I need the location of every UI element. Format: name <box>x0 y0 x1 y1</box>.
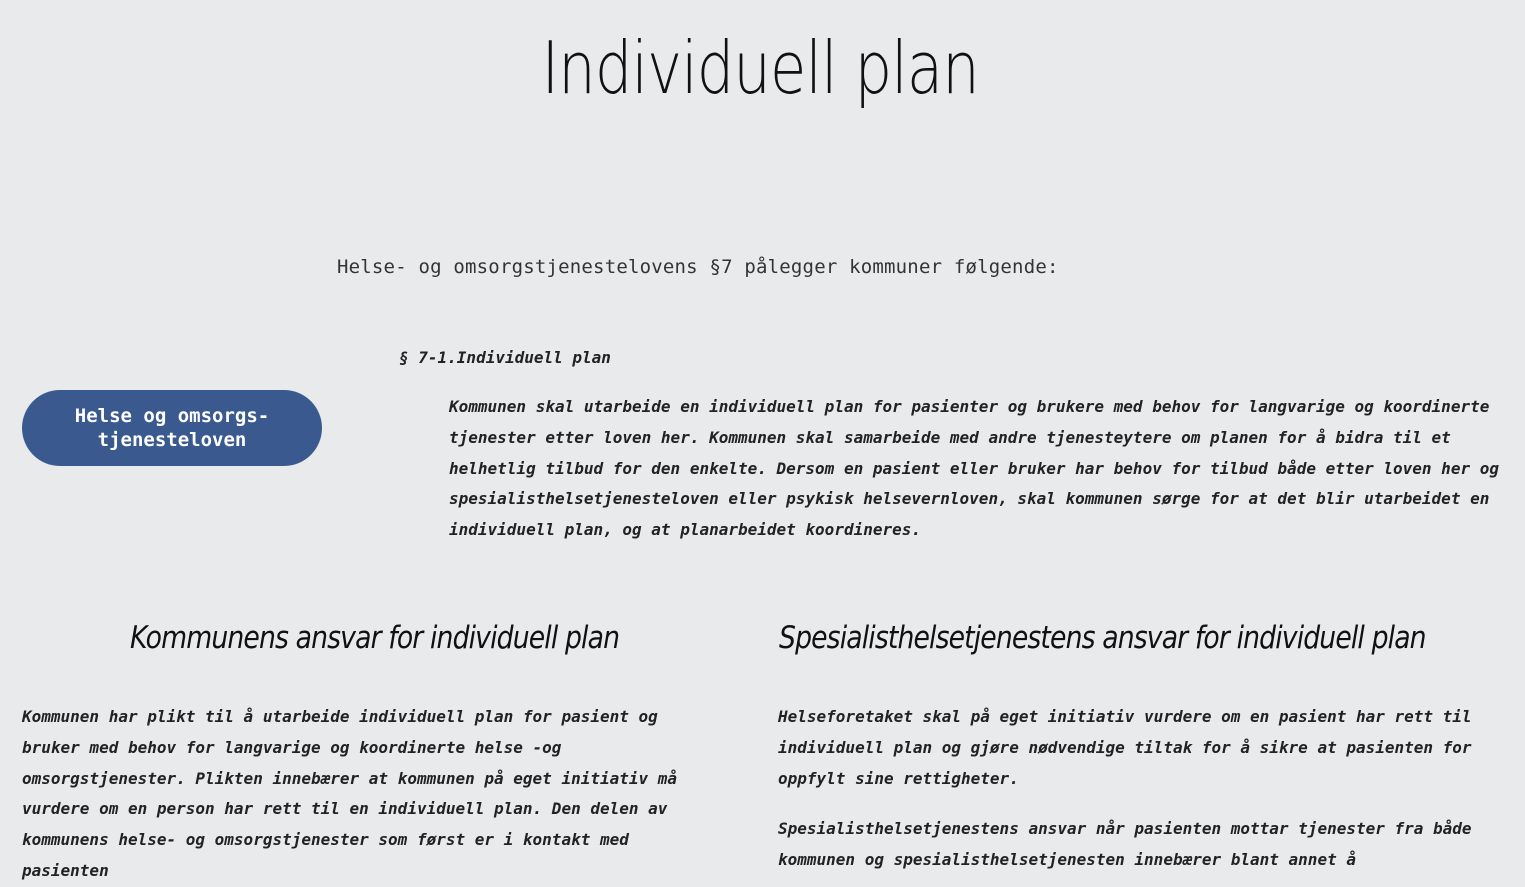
specialist-responsibility-text-2: Spesialisthelsetjenestens ansvar når pasienten mottar tjenester fra både kommunen og spesialisthelsetjenesten innebærer blant annet å <box>778 819 1472 869</box>
specialist-responsibility-heading: Spesialisthelsetjenestens ansvar for individuell plan <box>779 620 1426 656</box>
intro-text: Helse- og omsorgstjenestelovens §7 pålegger kommuner følgende: <box>337 256 1059 278</box>
specialist-responsibility-text: Helseforetaket skal på eget initiativ vurdere om en pasient har rett til individuell plan og gjøre nødvendige tiltak for å sikre at pasienten for oppfylt sine rettigheter. <box>778 707 1472 788</box>
law-section-heading: § 7-1.Individuell plan <box>399 348 611 367</box>
page-title: Individuell plan <box>541 26 979 110</box>
law-section-text: Kommunen skal utarbeide en individuell plan for pasienter og brukere med behov for langvarige og koordinerte tjenester etter loven her. Kommunen skal samarbeide med andre tjenesteytere om planen for å bidra til et helhetlig tilbud for den enkelte. Dersom en pasient eller bruker har behov for tilbud både etter loven her og spesialisthelsetjenesteloven eller psykisk helsevernloven, skal kommunen sørge for at det blir utarbeidet en individuell plan, og at planarbeidet koordineres. <box>449 397 1499 540</box>
municipality-responsibility-heading: Kommunens ansvar for individuell plan <box>130 620 620 656</box>
law-link-button[interactable] <box>22 390 322 466</box>
municipality-responsibility-text: Kommunen har plikt til å utarbeide individuell plan for pasient og bruker med behov for langvarige og koordinerte helse -og omsorgstjenester. Plikten innebærer at kommunen på eget initiativ må vurdere om en person har rett til en individuell plan. Den delen av kommunens helse- og omsorgstjenester som først er i kontakt med pasienten <box>22 707 678 880</box>
law-link-button-label: Helse og omsorgs-tjenesteloven <box>74 405 270 451</box>
